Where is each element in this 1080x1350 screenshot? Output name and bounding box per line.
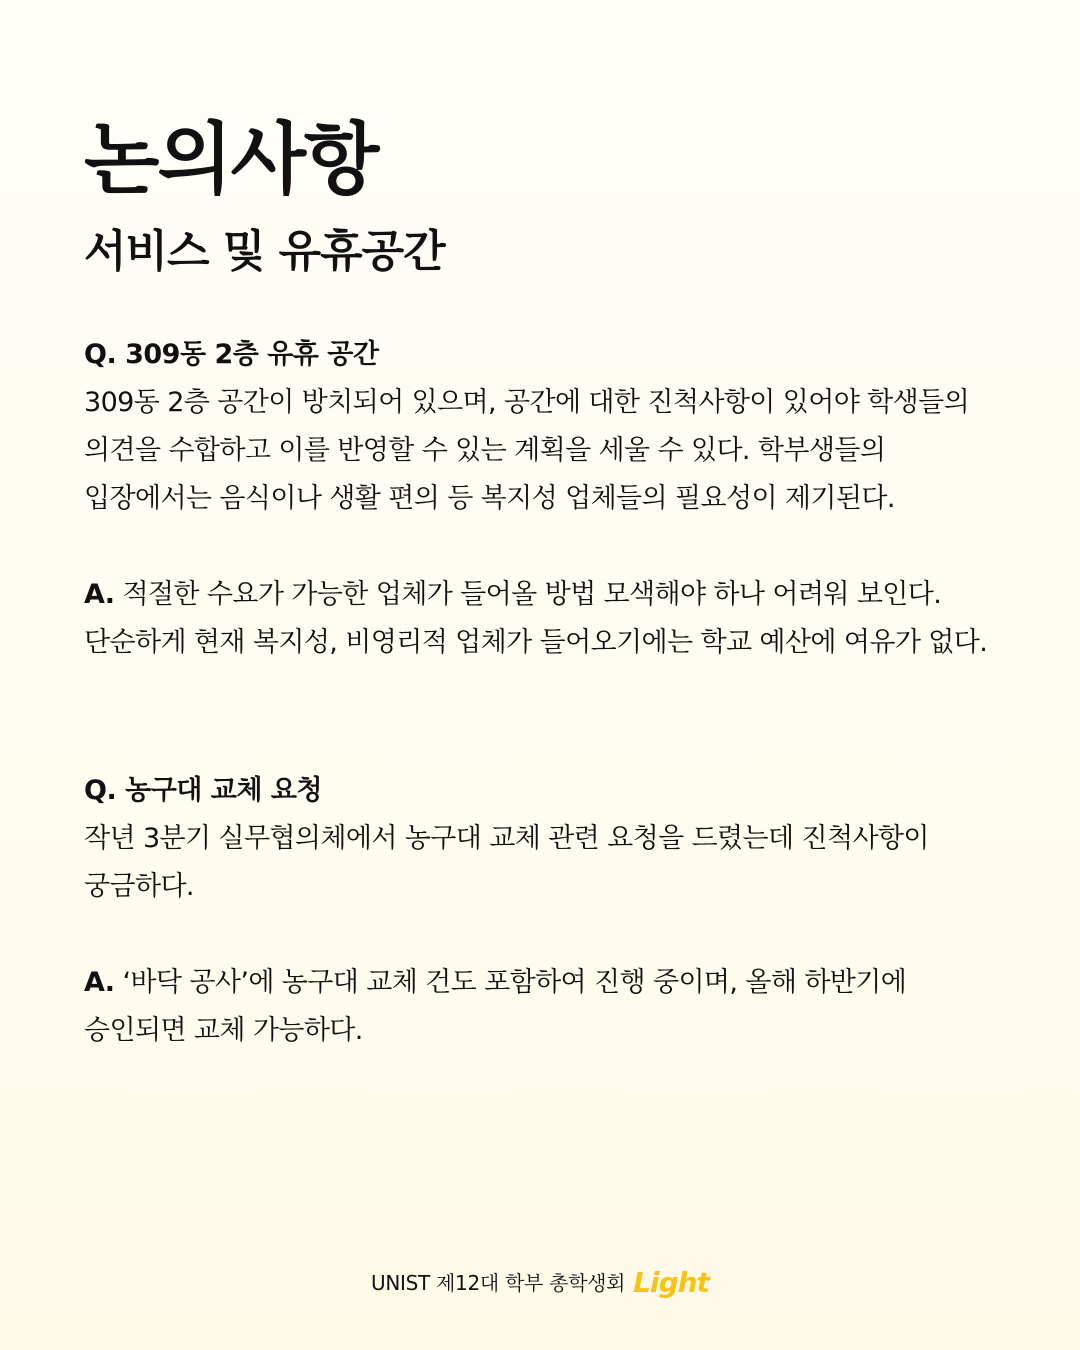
page-title: 논의사항 <box>84 115 378 205</box>
footer-text: UNIST 제12대 학부 총학생회 <box>371 1271 626 1295</box>
answer <box>84 959 996 1055</box>
answer-body: 적절한 수요가 가능한 업체가 들어올 방법 모색해야 하나 어려워 보인다. 단순하게 현재 복지성, 비영리적 업체가 들어오기에는 학교 예산에 여유가 없다. <box>84 578 988 658</box>
answer-label: A. <box>84 966 115 998</box>
qa-section-1 <box>84 331 996 667</box>
question-body: 작년 3분기 실무협의체에서 농구대 교체 관련 요청을 드렸는데 진척사항이 궁금하다. <box>84 822 929 902</box>
question-title: Q. 농구대 교체 요청 <box>84 774 322 806</box>
footer <box>0 1265 1080 1301</box>
answer <box>84 571 996 667</box>
question-body: 309동 2층 공간이 방치되어 있으며, 공간에 대한 진척사항이 있어야 학생들의 의견을 수합하고 이를 반영할 수 있는 계획을 세울 수 있다. 학부생들의 입장에서는 음식이나 생활 편의 등 복지성 업체들의 필요성이 제기된다. <box>84 386 970 514</box>
page-subtitle: 서비스 및 유휴공간 <box>84 225 445 277</box>
light-logo: Light <box>633 1266 709 1299</box>
qa-section-2 <box>84 767 996 1055</box>
question-title: Q. 309동 2층 유휴 공간 <box>84 338 379 370</box>
answer-body: ‘바닥 공사’에 농구대 교체 건도 포함하여 진행 중이며, 올해 하반기에 승인되면 교체 가능하다. <box>84 966 907 1046</box>
answer-label: A. <box>84 578 115 610</box>
content-area <box>84 115 996 1055</box>
